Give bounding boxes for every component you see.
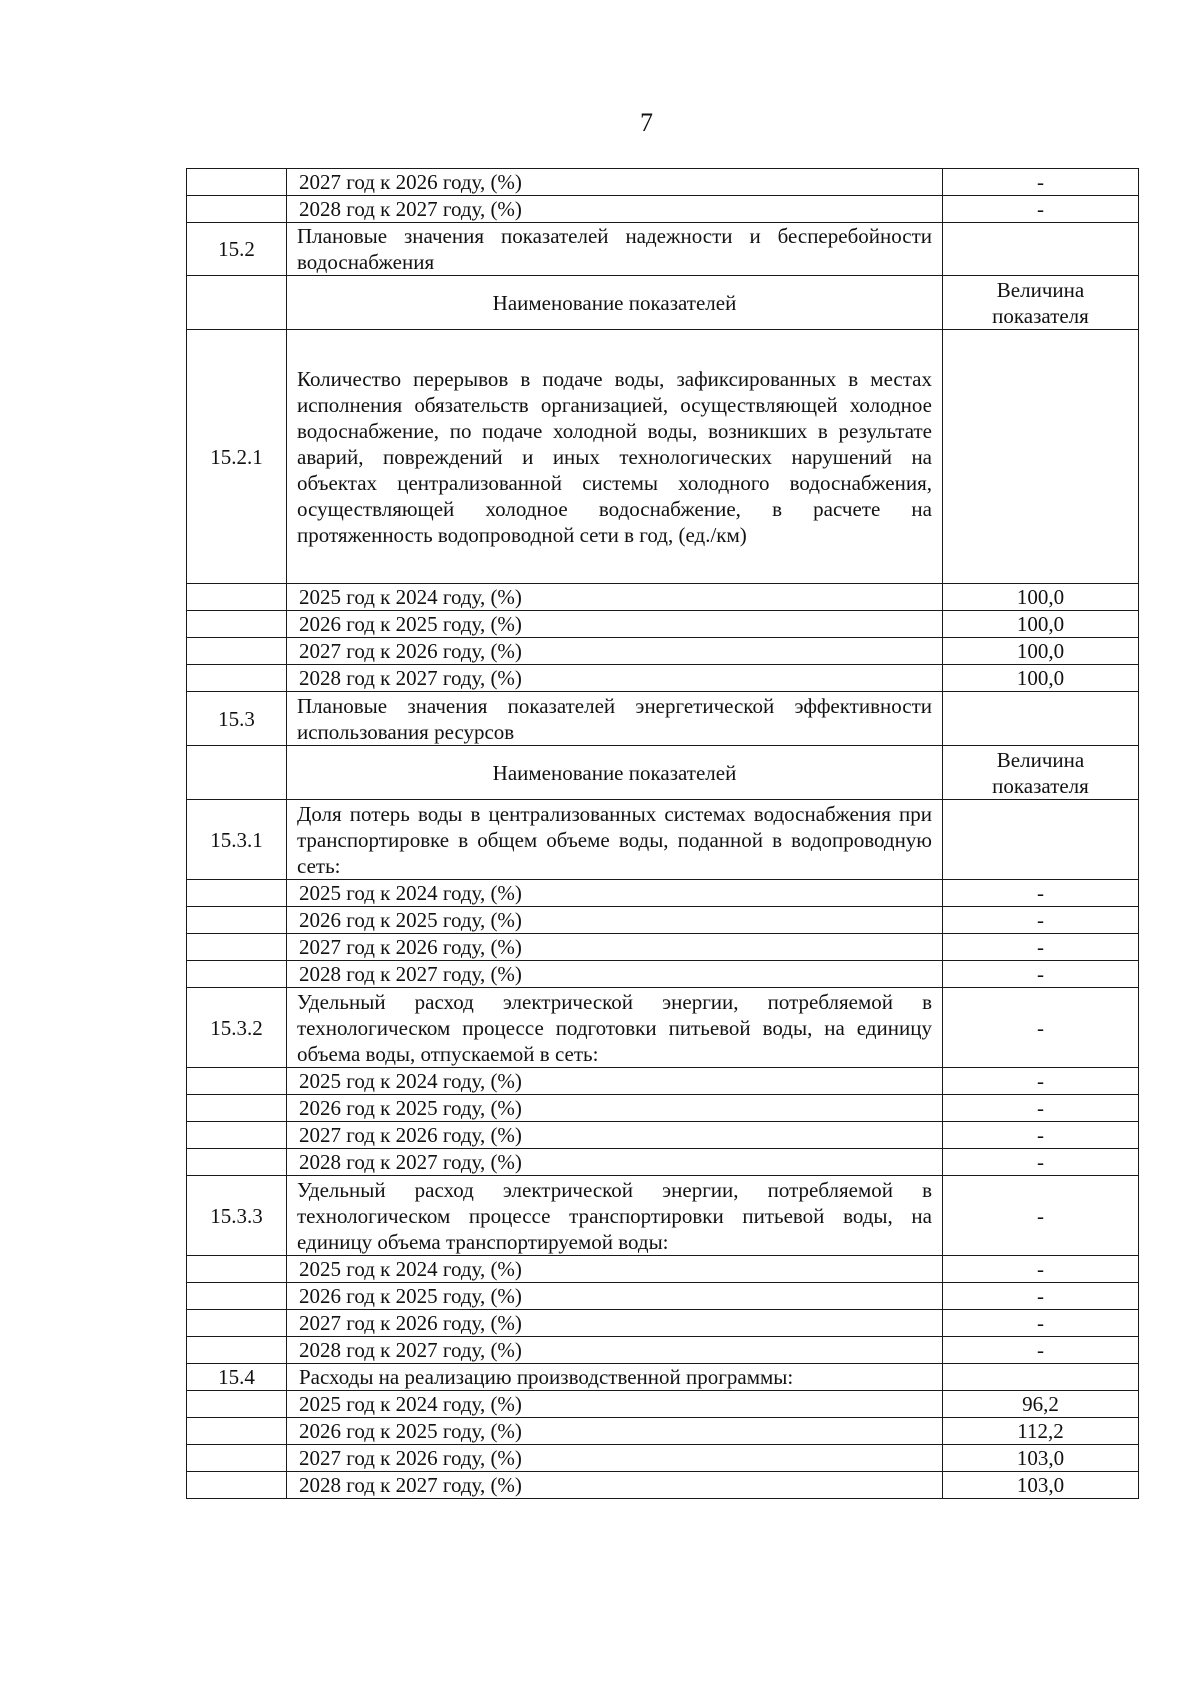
indicator-value: 100,0: [943, 665, 1139, 692]
indicator-name: Количество перерывов в подаче воды, зафиксированных в местах исполнения обязательств организацией, осуществляющей холодное водоснабжение, по подаче холодной воды, возникших в результате аварий, повреждений и иных технологических нарушений на объектах централизованной системы холодного водоснабжения, осуществляющей холодное водоснабжение, в расчете на протяженность водопроводной сети в год, (ед./км): [287, 330, 943, 584]
indicators-table-body: [187, 169, 1139, 1499]
row-number: 15.2.1: [187, 330, 287, 584]
page-number: 7: [640, 108, 653, 137]
row-number: 15.4: [187, 1364, 287, 1391]
row-number: [187, 1122, 287, 1149]
indicator-name: 2027 год к 2026 году, (%): [287, 1445, 943, 1472]
indicator-value: -: [943, 1149, 1139, 1176]
indicator-value: -: [943, 961, 1139, 988]
table-row: [187, 1337, 1139, 1364]
indicator-value: 100,0: [943, 638, 1139, 665]
indicator-name: 2027 год к 2026 году, (%): [287, 934, 943, 961]
indicator-value: -: [943, 196, 1139, 223]
indicator-value: [943, 1364, 1139, 1391]
table-row: [187, 1149, 1139, 1176]
indicator-name: 2027 год к 2026 году, (%): [287, 638, 943, 665]
indicator-name: 2027 год к 2026 году, (%): [287, 169, 943, 196]
table-row: [187, 800, 1139, 880]
indicator-name: 2028 год к 2027 году, (%): [287, 1337, 943, 1364]
row-number: [187, 1391, 287, 1418]
table-row: [187, 638, 1139, 665]
indicator-name: 2028 год к 2027 году, (%): [287, 196, 943, 223]
table-row: [187, 223, 1139, 276]
row-number: [187, 907, 287, 934]
row-number: [187, 1068, 287, 1095]
row-number: 15.3: [187, 692, 287, 746]
indicator-value: [943, 692, 1139, 746]
table-row: [187, 1310, 1139, 1337]
table-row: [187, 584, 1139, 611]
indicator-value: 96,2: [943, 1391, 1139, 1418]
indicator-value: -: [943, 1310, 1139, 1337]
table-row: [187, 1391, 1139, 1418]
indicator-value: 112,2: [943, 1418, 1139, 1445]
indicator-name: Удельный расход электрической энергии, потребляемой в технологическом процессе подготовки питьевой воды, на единицу объема воды, отпускаемой в сеть:: [287, 988, 943, 1068]
column-header-value: Величина показателя: [943, 746, 1139, 800]
indicator-value: -: [943, 1283, 1139, 1310]
indicator-value: 103,0: [943, 1472, 1139, 1499]
row-number: [187, 276, 287, 330]
row-number: [187, 1256, 287, 1283]
indicator-value: 100,0: [943, 611, 1139, 638]
table-row: [187, 692, 1139, 746]
table-row: [187, 1095, 1139, 1122]
row-number: [187, 665, 287, 692]
indicator-name: 2025 год к 2024 году, (%): [287, 880, 943, 907]
indicator-name: 2027 год к 2026 году, (%): [287, 1310, 943, 1337]
row-number: [187, 961, 287, 988]
row-number: [187, 1310, 287, 1337]
indicator-name: 2026 год к 2025 году, (%): [287, 1095, 943, 1122]
indicator-name: 2025 год к 2024 году, (%): [287, 584, 943, 611]
indicator-value: -: [943, 1337, 1139, 1364]
table-row: [187, 330, 1139, 584]
column-header-name: Наименование показателей: [287, 276, 943, 330]
indicator-value: 103,0: [943, 1445, 1139, 1472]
indicator-value: 100,0: [943, 584, 1139, 611]
table-row: [187, 1068, 1139, 1095]
table-row: [187, 934, 1139, 961]
row-number: [187, 1095, 287, 1122]
table-row: [187, 907, 1139, 934]
column-header-value: Величина показателя: [943, 276, 1139, 330]
table-row: [187, 1283, 1139, 1310]
row-number: [187, 934, 287, 961]
indicator-value: [943, 223, 1139, 276]
indicator-value: -: [943, 934, 1139, 961]
indicators-table: [186, 168, 1139, 1499]
table-row: [187, 1256, 1139, 1283]
indicator-value: -: [943, 988, 1139, 1068]
indicator-value: -: [943, 880, 1139, 907]
row-number: [187, 1418, 287, 1445]
table-row: [187, 611, 1139, 638]
indicator-value: -: [943, 1068, 1139, 1095]
table-row: [187, 1445, 1139, 1472]
indicator-name: 2027 год к 2026 году, (%): [287, 1122, 943, 1149]
row-number: 15.3.3: [187, 1176, 287, 1256]
row-number: [187, 1337, 287, 1364]
row-number: [187, 638, 287, 665]
row-number: 15.2: [187, 223, 287, 276]
indicator-name: Доля потерь воды в централизованных системах водоснабжения при транспортировке в общем объеме воды, поданной в водопроводную сеть:: [287, 800, 943, 880]
indicator-name: Плановые значения показателей надежности и бесперебойности водоснабжения: [287, 223, 943, 276]
indicator-name: 2026 год к 2025 году, (%): [287, 1283, 943, 1310]
indicator-value: [943, 800, 1139, 880]
row-number: 15.3.2: [187, 988, 287, 1068]
table-row: [187, 988, 1139, 1068]
row-number: [187, 169, 287, 196]
indicator-name: Удельный расход электрической энергии, потребляемой в технологическом процессе транспортировки питьевой воды, на единицу объема транспортируемой воды:: [287, 1176, 943, 1256]
indicator-value: -: [943, 1256, 1139, 1283]
table-row: [187, 961, 1139, 988]
row-number: [187, 746, 287, 800]
row-number: [187, 1472, 287, 1499]
row-number: 15.3.1: [187, 800, 287, 880]
indicator-value: -: [943, 1176, 1139, 1256]
table-row: [187, 196, 1139, 223]
indicator-value: [943, 330, 1139, 584]
indicator-value: -: [943, 1122, 1139, 1149]
row-number: [187, 584, 287, 611]
indicator-name: 2026 год к 2025 году, (%): [287, 611, 943, 638]
indicator-name: 2028 год к 2027 году, (%): [287, 1472, 943, 1499]
indicator-name: 2028 год к 2027 году, (%): [287, 961, 943, 988]
indicator-name: 2026 год к 2025 году, (%): [287, 907, 943, 934]
table-row: [187, 1364, 1139, 1391]
row-number: [187, 880, 287, 907]
table-row: [187, 880, 1139, 907]
row-number: [187, 1445, 287, 1472]
table-row: [187, 276, 1139, 330]
indicator-name: 2025 год к 2024 году, (%): [287, 1391, 943, 1418]
indicator-value: -: [943, 907, 1139, 934]
indicator-name: Расходы на реализацию производственной программы:: [287, 1364, 943, 1391]
indicator-value: -: [943, 169, 1139, 196]
table-row: [187, 1418, 1139, 1445]
table-row: [187, 1176, 1139, 1256]
row-number: [187, 1149, 287, 1176]
column-header-name: Наименование показателей: [287, 746, 943, 800]
indicator-name: 2025 год к 2024 году, (%): [287, 1068, 943, 1095]
table-row: [187, 1122, 1139, 1149]
table-row: [187, 746, 1139, 800]
indicator-name: 2025 год к 2024 году, (%): [287, 1256, 943, 1283]
table-row: [187, 1472, 1139, 1499]
row-number: [187, 196, 287, 223]
indicator-name: 2028 год к 2027 году, (%): [287, 665, 943, 692]
indicator-name: 2028 год к 2027 году, (%): [287, 1149, 943, 1176]
table-row: [187, 665, 1139, 692]
row-number: [187, 611, 287, 638]
indicator-value: -: [943, 1095, 1139, 1122]
table-row: [187, 169, 1139, 196]
row-number: [187, 1283, 287, 1310]
indicator-name: Плановые значения показателей энергетической эффективности использования ресурсов: [287, 692, 943, 746]
indicator-name: 2026 год к 2025 году, (%): [287, 1418, 943, 1445]
